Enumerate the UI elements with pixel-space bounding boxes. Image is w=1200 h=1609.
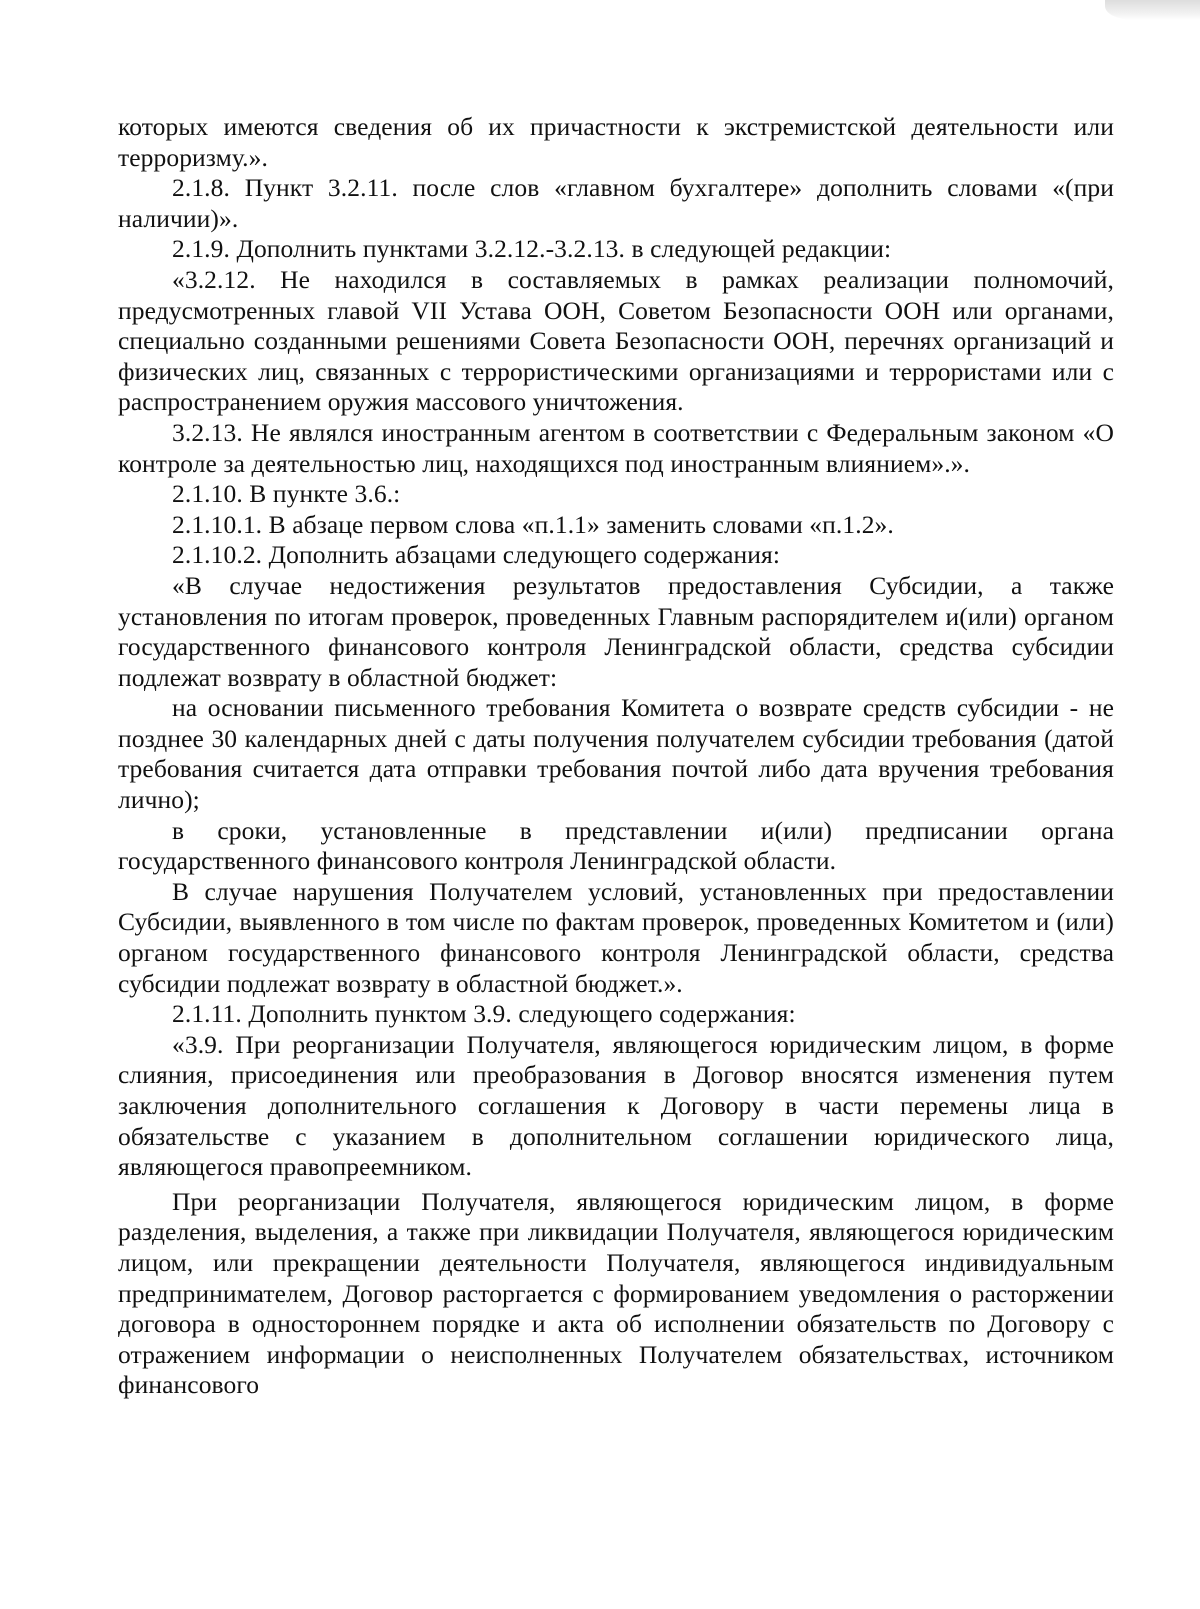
paragraph: 2.1.9. Дополнить пунктами 3.2.12.-3.2.13. в следующей редакции: — [172, 234, 892, 264]
paragraph: 3.2.13. Не являлся иностранным агентом в соответствии с Федеральным законом «О контроле за деятельностью лиц, находящихся под иностранным влиянием».». — [118, 417, 1114, 478]
paragraph: 2.1.11. Дополнить пунктом 3.9. следующего содержания: — [172, 999, 796, 1029]
scan-artifact — [1105, 0, 1200, 20]
paragraph: которых имеются сведения об их причастности к экстремистской деятельности или терроризму.». — [118, 112, 1114, 172]
paragraph: 2.1.8. Пункт 3.2.11. после слов «главном бухгалтере» дополнить словами «(при наличии)». — [118, 173, 1114, 233]
paragraph: «3.2.12. Не находился в составляемых в рамках реализации полномочий, предусмотренных главой VII Устава ООН, Советом Безопасности ООН или органами, специально созданными решениями Совета Безопасности ООН, перечнях организаций и физических лиц, связанных с террористическими организациями и террористами или с распространением оружия массового уничтожения. — [118, 264, 1114, 417]
document-body — [118, 112, 1114, 1401]
paragraph: в сроки, установленные в представлении и(или) предписании органа государственного финансового контроля Ленинградской области. — [118, 815, 1114, 876]
paragraph: 2.1.10.2. Дополнить абзацами следующего содержания: — [172, 540, 781, 570]
paragraph: При реорганизации Получателя, являющегося юридическим лицом, в форме разделения, выделения, а также при ликвидации Получателя, являющегося юридическим лицом, или прекращении деятельности Получателя, являющегося индивидуальным предпринимателем, Договор расторгается с формированием уведомления о расторжении договора в одностороннем порядке и акта об исполнении обязательств по Договору с отражением информации о неисполненных Получателем обязательствах, источником финансового — [118, 1186, 1114, 1400]
paragraph: на основании письменного требования Комитета о возврате средств субсидии - не позднее 30 календарных дней с даты получения получателем субсидии требования (датой требования считается дата отправки требования почтой либо дата вручения требования лично); — [118, 693, 1114, 815]
paragraph: 2.1.10.1. В абзаце первом слова «п.1.1» заменить словами «п.1.2». — [172, 509, 894, 539]
paragraph: 2.1.10. В пункте 3.6.: — [172, 479, 401, 509]
paragraph: «В случае недостижения результатов предоставления Субсидии, а также установления по итогам проверок, проведенных Главным распорядителем и(или) органом государственного финансового контроля Ленинградской области, средства субсидии подлежат возврату в областной бюджет: — [118, 570, 1114, 692]
paragraph: «3.9. При реорганизации Получателя, являющегося юридическим лицом, в форме слияния, присоединения или преобразования в Договор вносятся изменения путем заключения дополнительного соглашения к Договору в части перемены лица в обязательстве с указанием в дополнительном соглашении юридического лица, являющегося правопреемником. — [118, 1029, 1114, 1182]
paragraph: В случае нарушения Получателем условий, установленных при предоставлении Субсидии, выявленного в том числе по фактам проверок, проведенных Комитетом и (или) органом государственного финансового контроля Ленинградской области, средства субсидии подлежат возврату в областной бюджет.». — [118, 876, 1114, 998]
